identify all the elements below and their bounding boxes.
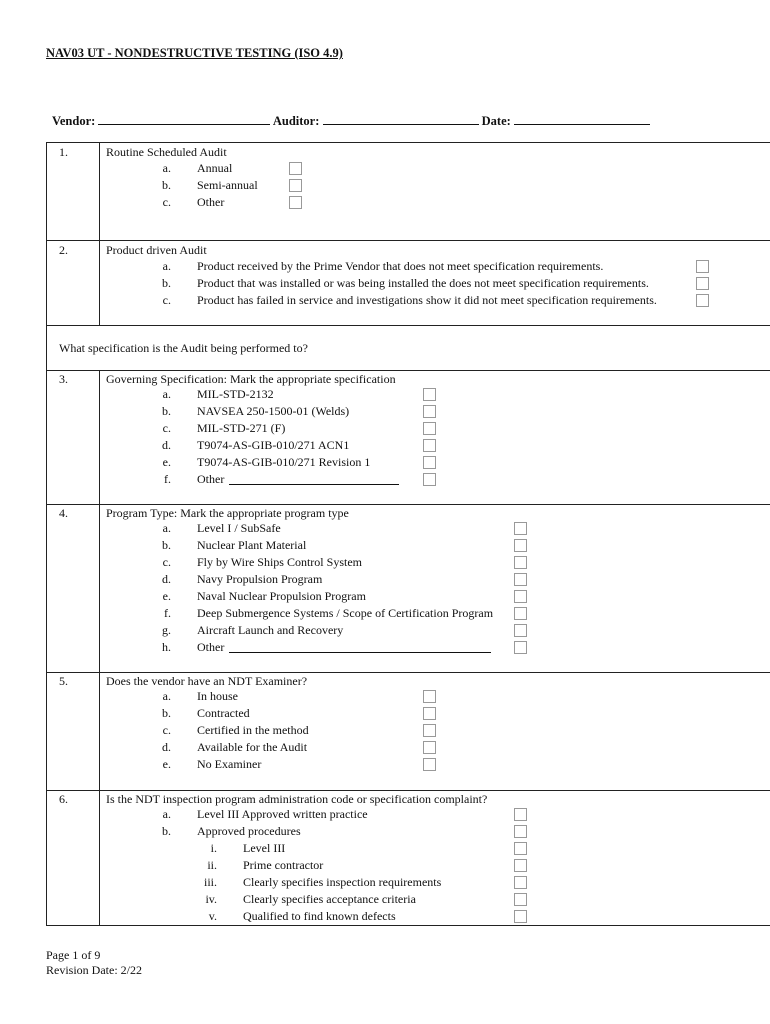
item-label: Other [197,640,225,654]
checkbox[interactable] [514,893,527,906]
other-field[interactable] [229,473,399,485]
item-label: Naval Nuclear Propulsion Program [197,589,366,603]
date-label: Date: [481,114,511,128]
item-letter: a. [162,689,171,703]
item-letter: d. [162,572,171,586]
item-label: Semi-annual [197,178,258,192]
checkbox[interactable] [696,260,709,273]
item-label: Nuclear Plant Material [197,538,307,552]
item-label: T9074-AS-GIB-010/271 ACN1 [197,438,350,452]
section-number: 1. [59,145,68,159]
item-label: T9074-AS-GIB-010/271 Revision 1 [197,455,371,469]
section-question: Is the NDT inspection program administration code or specification complaint? [106,792,488,806]
item-letter: b. [162,178,171,192]
item-letter: e. [162,589,171,603]
item-label: MIL-STD-2132 [197,387,274,401]
item-label: Other [197,472,225,486]
item-label: Navy Propulsion Program [197,572,323,586]
item-label: NAVSEA 250-1500-01 (Welds) [197,404,350,418]
row-divider [47,672,770,673]
section-question: Routine Scheduled Audit [106,145,227,159]
checkbox[interactable] [514,825,527,838]
item-letter: f. [164,472,171,486]
item-letter: iv. [205,892,217,906]
item-label: Clearly specifies acceptance criteria [243,892,416,906]
checkbox[interactable] [423,439,436,452]
header-fields [52,113,650,129]
item-label: No Examiner [197,757,262,771]
checkbox[interactable] [423,422,436,435]
checkbox[interactable] [514,876,527,889]
section-question: Governing Specification: Mark the appropriate specification [106,372,396,386]
checkbox[interactable] [423,690,436,703]
section-question: Product driven Audit [106,243,207,257]
item-label: Available for the Audit [197,740,308,754]
section-number: 5. [59,674,68,688]
checkbox[interactable] [423,456,436,469]
checkbox[interactable] [514,859,527,872]
item-label: In house [197,689,238,703]
checkbox[interactable] [289,179,302,192]
item-letter: b. [162,404,171,418]
item-letter: c. [162,293,171,307]
row-divider [47,325,770,326]
item-letter: c. [162,723,171,737]
checkbox[interactable] [514,910,527,923]
vendor-label: Vendor: [52,114,96,128]
item-label: Product that was installed or was being installed the does not meet specification requirements. [197,276,649,290]
checkbox[interactable] [289,196,302,209]
item-letter: a. [162,259,171,273]
item-label: MIL-STD-271 (F) [197,421,286,435]
checkbox[interactable] [423,758,436,771]
item-letter: e. [162,455,171,469]
row-divider [47,790,770,791]
item-label: Deep Submergence Systems / Scope of Certification Program [197,606,494,620]
checkbox[interactable] [514,808,527,821]
date-field[interactable] [514,113,650,125]
checkbox[interactable] [514,573,527,586]
row-divider [47,370,770,371]
section-question: Program Type: Mark the appropriate program type [106,506,349,520]
item-letter: v. [208,909,217,923]
item-label: Level III Approved written practice [197,807,368,821]
item-label: Clearly specifies inspection requirements [243,875,442,889]
item-letter: a. [162,161,171,175]
section-number: 4. [59,506,68,520]
checkbox[interactable] [289,162,302,175]
item-letter: b. [162,824,171,838]
checkbox[interactable] [514,522,527,535]
page-number: Page 1 of 9 [46,948,101,962]
checkbox[interactable] [514,539,527,552]
item-letter: c. [162,421,171,435]
page-footer [46,948,142,978]
item-letter: b. [162,276,171,290]
checkbox[interactable] [514,590,527,603]
revision-date: Revision Date: 2/22 [46,963,142,977]
item-label: Fly by Wire Ships Control System [197,555,362,569]
row-divider [47,504,770,505]
item-label: Level I / SubSafe [197,521,281,535]
item-letter: b. [162,706,171,720]
item-letter: b. [162,538,171,552]
item-letter: e. [162,757,171,771]
item-letter: ii. [207,858,217,872]
checkbox[interactable] [423,388,436,401]
other-field[interactable] [229,641,491,653]
item-letter: a. [162,807,171,821]
checkbox[interactable] [514,607,527,620]
item-label: Annual [197,161,233,175]
item-label: Certified in the method [197,723,309,737]
checkbox[interactable] [423,473,436,486]
checkbox[interactable] [514,842,527,855]
item-letter: d. [162,740,171,754]
item-letter: d. [162,438,171,452]
checkbox[interactable] [423,741,436,754]
item-label: Level III [243,841,286,855]
item-letter: c. [162,555,171,569]
vendor-field[interactable] [98,113,270,125]
document-title: NAV03 UT - NONDESTRUCTIVE TESTING (ISO 4.9) [46,46,343,60]
item-label: Qualified to find known defects [243,909,396,923]
item-letter: a. [162,387,171,401]
checkbox[interactable] [696,294,709,307]
spec-question: What specification is the Audit being performed to? [59,341,308,355]
item-label: Other [197,195,225,209]
item-letter: a. [162,521,171,535]
item-letter: iii. [203,875,217,889]
row-divider [47,240,770,241]
item-label: Product received by the Prime Vendor that does not meet specification requirements. [197,259,604,273]
item-label: Prime contractor [243,858,324,872]
audit-checklist-table [46,142,770,926]
section-question: Does the vendor have an NDT Examiner? [106,674,308,688]
item-letter: c. [162,195,171,209]
item-label: Contracted [197,706,250,720]
item-label: Product has failed in service and investigations show it did not meet specification requirements. [197,293,657,307]
checkbox[interactable] [514,641,527,654]
item-label: Approved procedures [197,824,301,838]
auditor-field[interactable] [323,113,479,125]
checkbox[interactable] [514,556,527,569]
item-label: Aircraft Launch and Recovery [197,623,344,637]
checkbox[interactable] [514,624,527,637]
item-letter: i. [210,841,217,855]
section-number: 3. [59,372,68,386]
section-number: 2. [59,243,68,257]
item-letter: f. [164,606,171,620]
section-number: 6. [59,792,68,806]
checkbox[interactable] [423,724,436,737]
column-divider [99,370,100,926]
item-letter: g. [162,623,171,637]
item-letter: h. [162,640,171,654]
column-divider [99,143,100,325]
checkbox[interactable] [696,277,709,290]
checkbox[interactable] [423,405,436,418]
auditor-label: Auditor: [272,114,320,128]
checkbox[interactable] [423,707,436,720]
